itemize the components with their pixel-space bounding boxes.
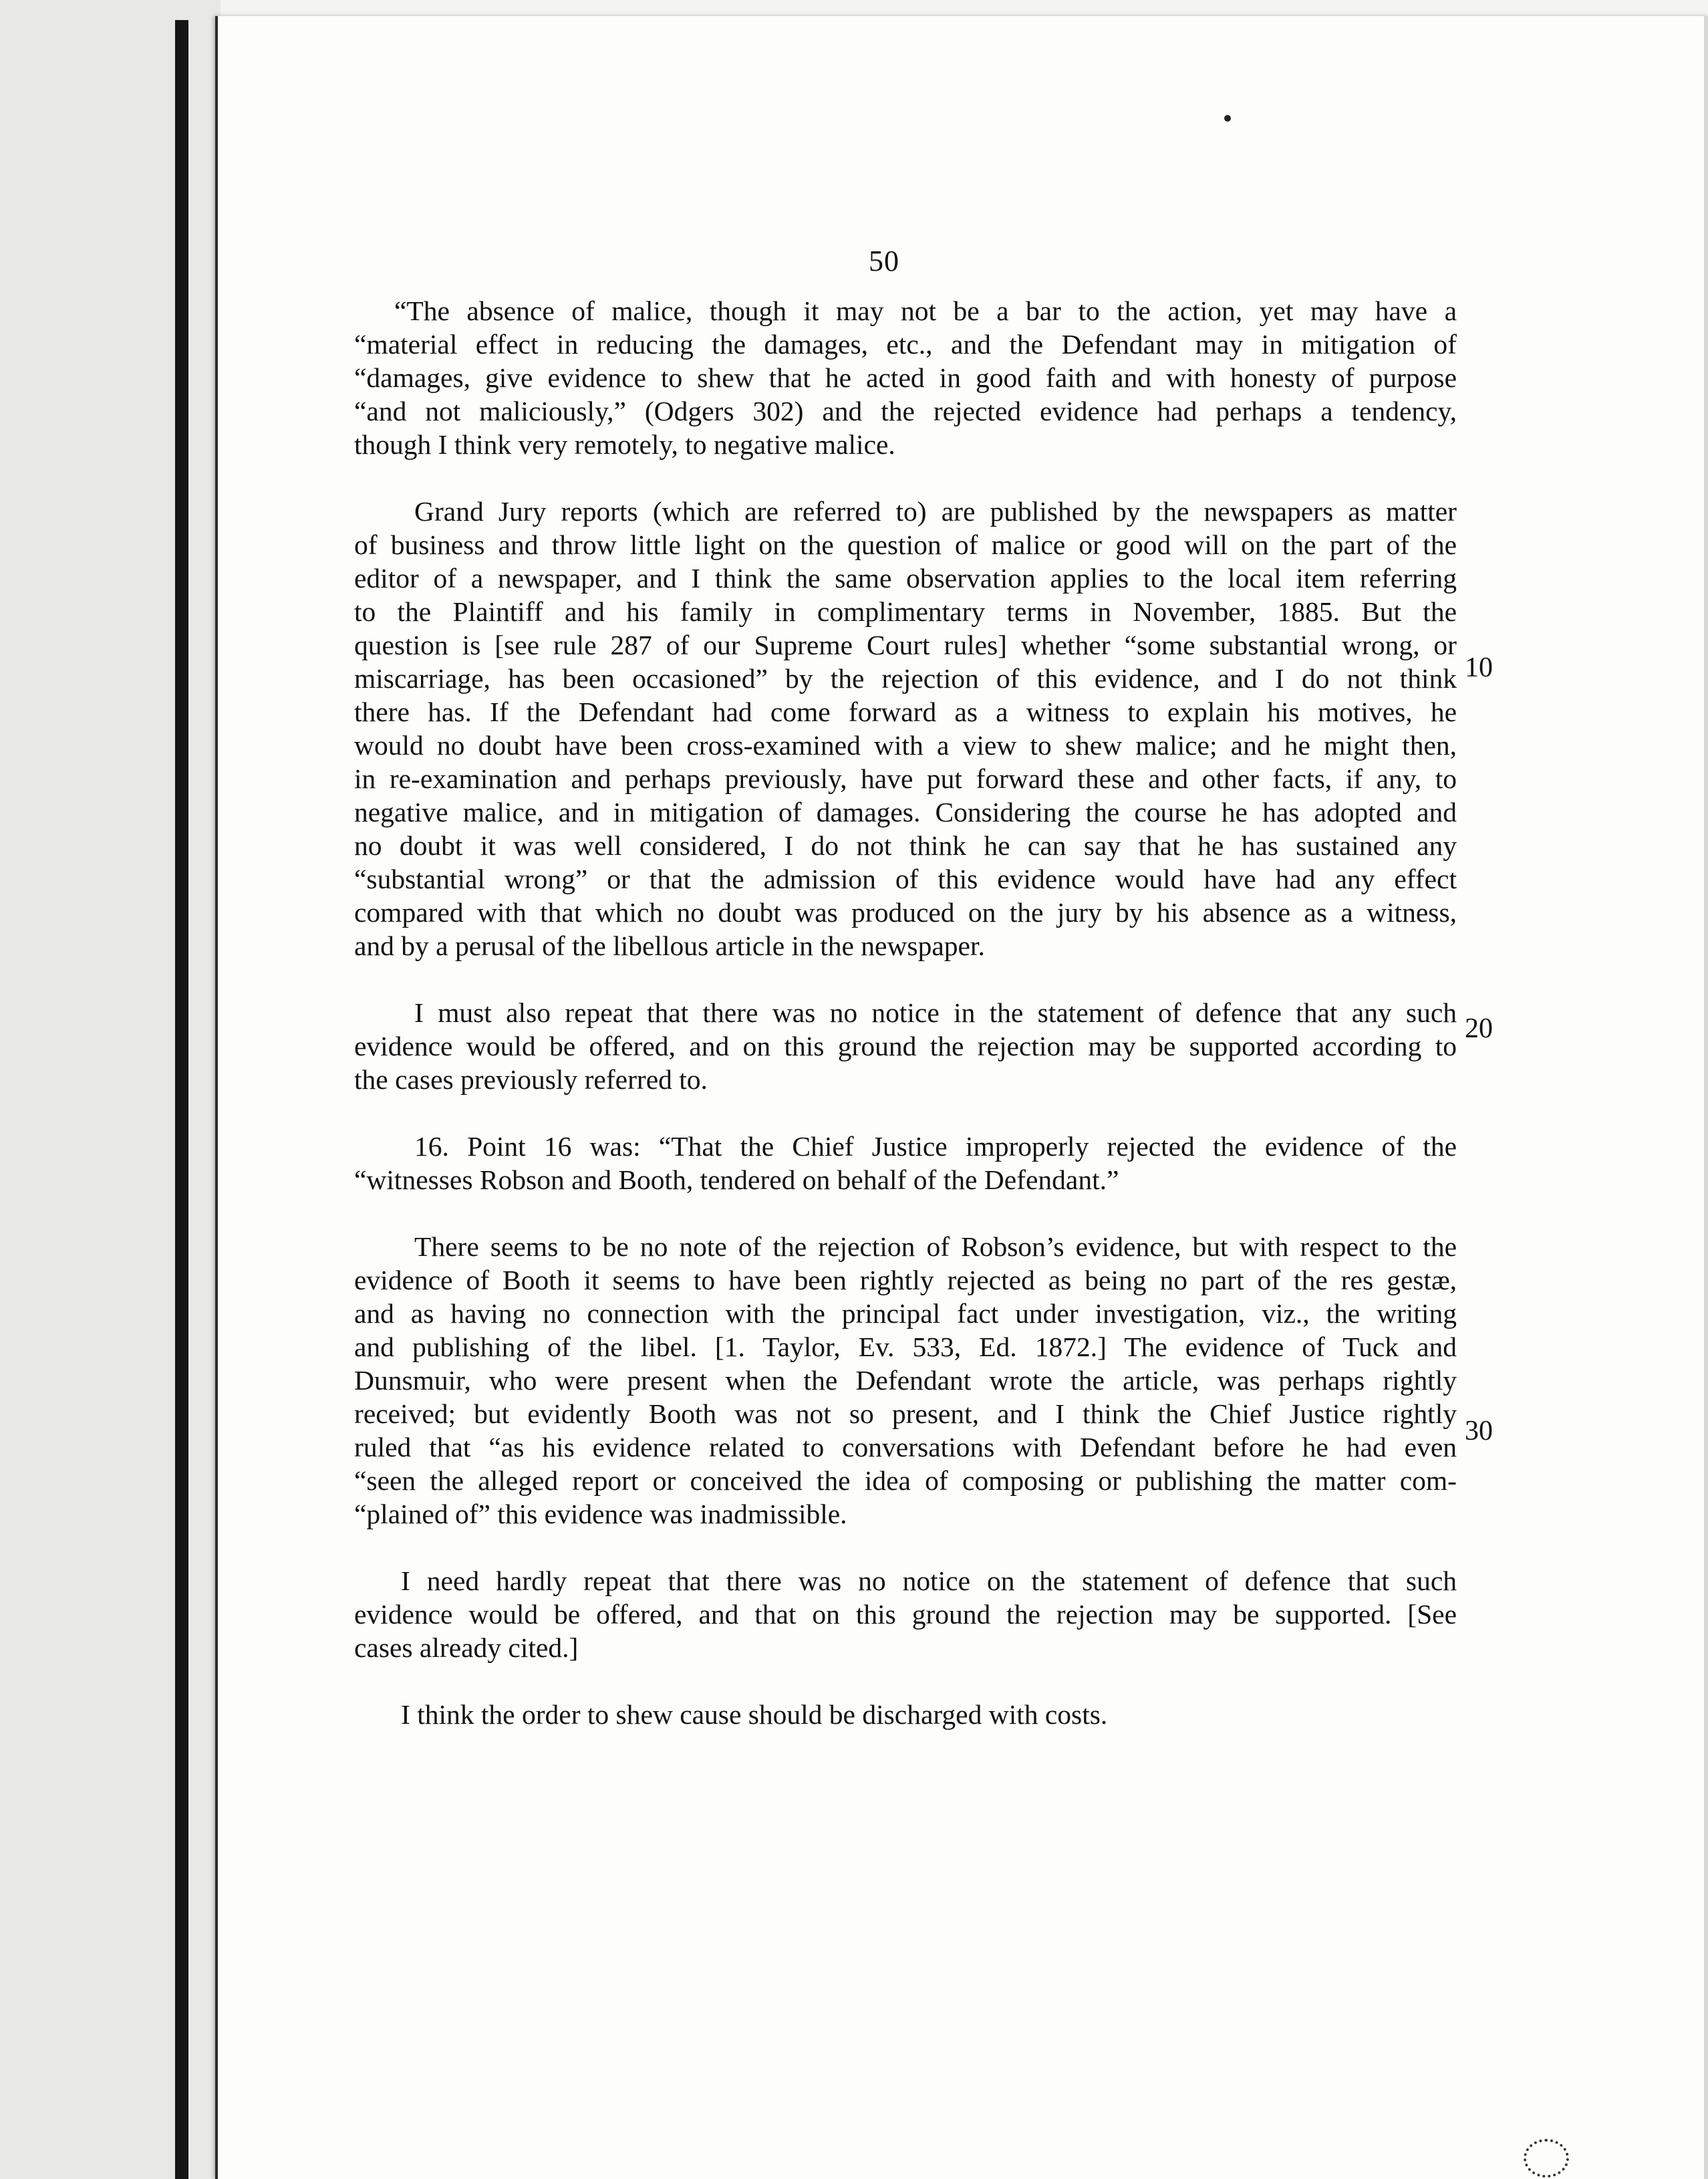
text-line: 16. Point 16 was: “That the Chief Justice improperly rejected the evidence of the xyxy=(414,1131,1457,1162)
text-line: question is [see rule 287 of our Supreme Court rules] whether “some substantial wrong, or xyxy=(354,630,1457,660)
margin-line-number: 30 xyxy=(1465,1416,1493,1446)
text-line: There seems to be no note of the rejection of Robson’s evidence, but with respect to the xyxy=(414,1231,1457,1262)
text-line: negative malice, and in mitigation of damages. Considering the course he has adopted and xyxy=(354,797,1457,827)
page-number: 50 xyxy=(869,245,899,277)
text-line: “material effect in reducing the damages, etc., and the Defendant may in mitigation of xyxy=(354,329,1457,360)
text-line: compared with that which no doubt was produced on the jury by his absence as a witness, xyxy=(354,897,1457,928)
text-line: would no doubt have been cross-examined with a view to shew malice; and he might then, xyxy=(354,730,1457,761)
paragraph-point-16 xyxy=(354,1130,1457,1196)
paragraph-grand-jury xyxy=(354,495,1457,963)
text-line: in re-examination and perhaps previously, have put forward these and other facts, if any, to xyxy=(354,763,1457,794)
text-line: editor of a newspaper, and I think the same observation applies to the local item referring xyxy=(354,563,1457,594)
text-line: and as having no connection with the principal fact under investigation, viz., the writing xyxy=(354,1298,1457,1329)
text-line: “and not maliciously,” (Odgers 302) and the rejected evidence had perhaps a tendency, xyxy=(354,396,1457,426)
page-edge xyxy=(1704,16,1708,2179)
text-line: I need hardly repeat that there was no notice on the statement of defence that such xyxy=(401,1565,1457,1596)
text-line: evidence of Booth it seems to have been rightly rejected as being no part of the res gestæ, xyxy=(354,1265,1457,1295)
paragraph-repeat-notice xyxy=(354,996,1457,1096)
paragraph-malice-absence xyxy=(354,294,1457,461)
text-line: no doubt it was well considered, I do not think he can say that he has sustained any xyxy=(354,830,1457,861)
text-line: to the Plaintiff and his family in complimentary terms in November, 1885. But the xyxy=(354,596,1457,627)
text-line: “The absence of malice, though it may not be a bar to the action, yet may have a xyxy=(394,295,1457,326)
printer-ornament xyxy=(1524,2139,1569,2178)
text-line: I must also repeat that there was no notice in the statement of defence that any such xyxy=(414,997,1457,1028)
paragraph-need-hardly xyxy=(354,1564,1457,1664)
text-line: there has. If the Defendant had come forward as a witness to explain his motives, he xyxy=(354,696,1457,727)
text-line: “seen the alleged report or conceived the idea of composing or publishing the matter com- xyxy=(354,1465,1457,1496)
text-line: of business and throw little light on the question of malice or good will on the part of the xyxy=(354,529,1457,560)
text-line: “damages, give evidence to shew that he acted in good faith and with honesty of purpose xyxy=(354,362,1457,393)
text-line: I think the order to shew cause should be discharged with costs. xyxy=(401,1699,1108,1730)
text-line: evidence would be offered, and that on this ground the rejection may be supported. [See xyxy=(354,1599,1457,1630)
margin-line-number: 20 xyxy=(1465,1013,1493,1044)
text-line: and by a perusal of the libellous article in the newspaper. xyxy=(354,930,985,961)
document-body xyxy=(354,294,1457,1731)
text-line: miscarriage, has been occasioned” by the rejection of this evidence, and I do not think xyxy=(354,663,1457,694)
margin-line-number: 10 xyxy=(1465,652,1493,683)
text-line: evidence would be offered, and on this ground the rejection may be supported according to xyxy=(354,1031,1457,1061)
text-line: and publishing of the libel. [1. Taylor, Ev. 533, Ed. 1872.] The evidence of Tuck and xyxy=(354,1331,1457,1362)
text-line: though I think very remotely, to negative malice. xyxy=(354,429,895,460)
text-line: received; but evidently Booth was not so present, and I think the Chief Justice rightly xyxy=(354,1398,1457,1429)
book-binding-edge xyxy=(175,20,188,2179)
paragraph-robson-booth xyxy=(354,1230,1457,1531)
text-line: Dunsmuir, who were present when the Defendant wrote the article, was perhaps rightly xyxy=(354,1365,1457,1396)
text-line: the cases previously referred to. xyxy=(354,1064,708,1095)
text-line: “witnesses Robson and Booth, tendered on behalf of the Defendant.” xyxy=(354,1164,1119,1195)
text-line: “substantial wrong” or that the admission of this evidence would have had any effect xyxy=(354,864,1457,894)
text-line: cases already cited.] xyxy=(354,1632,579,1663)
paragraph-conclusion xyxy=(354,1698,1457,1731)
text-line: “plained of” this evidence was inadmissible. xyxy=(354,1499,847,1529)
text-line: ruled that “as his evidence related to conversations with Defendant before he had even xyxy=(354,1432,1457,1462)
text-line: Grand Jury reports (which are referred to) are published by the newspapers as matter xyxy=(414,496,1457,527)
ink-speck xyxy=(1224,115,1231,122)
